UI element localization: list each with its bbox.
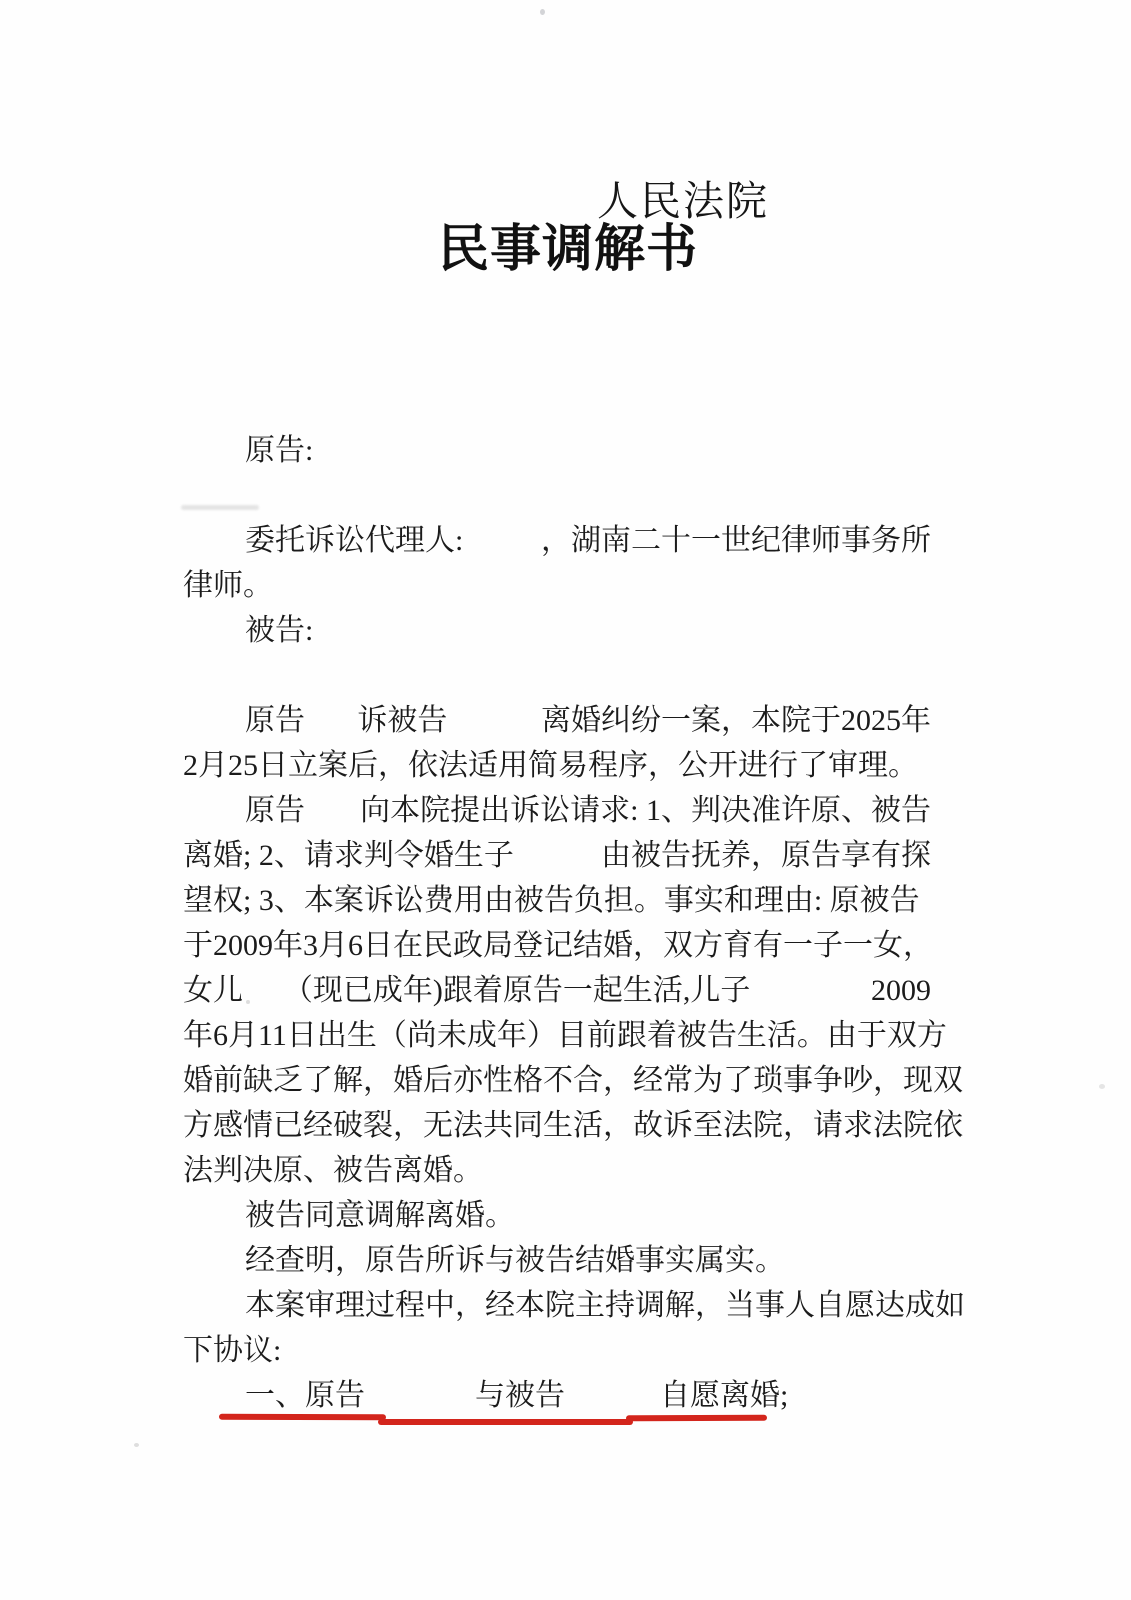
text-run: 婚前缺乏了解，婚后亦性格不合，经常为了琐事争吵，现双 [183,1064,963,1097]
red-underline-segment [378,1419,633,1425]
doc-line [183,968,931,1013]
text-run: 原告: [245,434,314,467]
text-run: 被告: [245,614,314,647]
text-run: 原告 [245,704,305,737]
text-run: 年6月11日出生（尚未成年）目前跟着被告生活。由于双方 [183,1019,947,1052]
redacted-blank [750,999,871,1000]
doc-line [183,563,931,608]
doc-line [183,1373,931,1418]
doc-line [183,743,931,788]
text-run: 一、原告 [245,1379,365,1412]
text-run: 2009 [871,974,931,1007]
doc-line [183,788,931,833]
doc-line [183,923,931,968]
doc-line [183,1103,963,1148]
doc-line [183,833,931,878]
document-type-title: 民事调解书 [438,222,699,278]
scan-artifact-speck [246,1000,250,1004]
redacted-blank [365,1404,475,1405]
text-run: 于2009年3月6日在 [183,929,423,962]
red-underline-segment [219,1414,386,1421]
redacted-blank [463,549,541,550]
document-body [183,428,965,1418]
redacted-blank [305,729,357,730]
text-run: 与被告 [475,1379,565,1412]
redacted-blank [447,729,541,730]
redacted-blank [305,819,360,820]
red-underline-segment [626,1415,767,1421]
text-run: ，湖南二十一世纪律师事务所 [541,524,931,557]
doc-line [183,1193,931,1238]
scan-artifact-speck [134,1443,139,1447]
redacted-blank [514,864,601,865]
text-run: 下协议: [183,1334,282,1367]
blank-line [183,473,931,518]
text-run: （现已成年)跟着原告一起生活,儿子 [282,974,751,1007]
blank-line [183,653,931,698]
text-run: 由被告抚养，原告享有探 [601,839,931,872]
text-run: 自愿离婚; [660,1379,789,1412]
doc-line [183,1283,965,1328]
court-name-title: 人民法院 [597,178,769,224]
text-run: 委托诉讼代理人: [245,524,464,557]
text-run: 离婚; 2、请求判令婚生子 [183,839,514,872]
text-run: 法判决原、被告离婚。 [183,1154,483,1187]
text-run: 本案审理过程中，经本院主持调解，当事人自愿达成如 [245,1289,965,1322]
doc-line [183,1238,931,1283]
doc-line [183,428,931,473]
doc-line [183,1148,931,1193]
scan-artifact-speck [540,9,545,15]
text-run: 方感情已经破裂，无法共同生活，故诉至法院，请求法院依 [183,1109,963,1142]
doc-line [183,878,931,923]
text-run: 2月25日立案后，依法适用简易程序，公开进行了审理。 [183,749,918,782]
doc-line [183,1328,931,1373]
text-run: 向本院提出诉讼请求: 1、判决准许原、被告 [360,794,931,827]
text-run: 原告 [245,794,305,827]
text-run: 诉被告 [357,704,448,737]
doc-line [183,1058,963,1103]
text-run: 女儿 [183,974,243,1007]
doc-line [183,698,931,743]
text-run: 被告同意调解离婚。 [245,1199,515,1232]
text-run: 经查明，原告所诉与被告结婚事实属实。 [245,1244,785,1277]
text-run: 离婚纠纷一案，本院于2025年 [541,704,931,737]
scan-artifact-smudge [181,505,259,510]
redacted-blank [565,1404,660,1405]
text-run: 律师。 [183,569,273,602]
text-run: 望权; 3、本案诉讼费用由被告负担。事实和理由: 原被告 [183,884,920,917]
doc-line [183,518,931,563]
scan-artifact-speck [1099,1084,1105,1089]
doc-line [183,608,931,653]
doc-line [183,1013,947,1058]
text-run: 民政局登记结婚，双方育有一子一女， [423,929,933,962]
